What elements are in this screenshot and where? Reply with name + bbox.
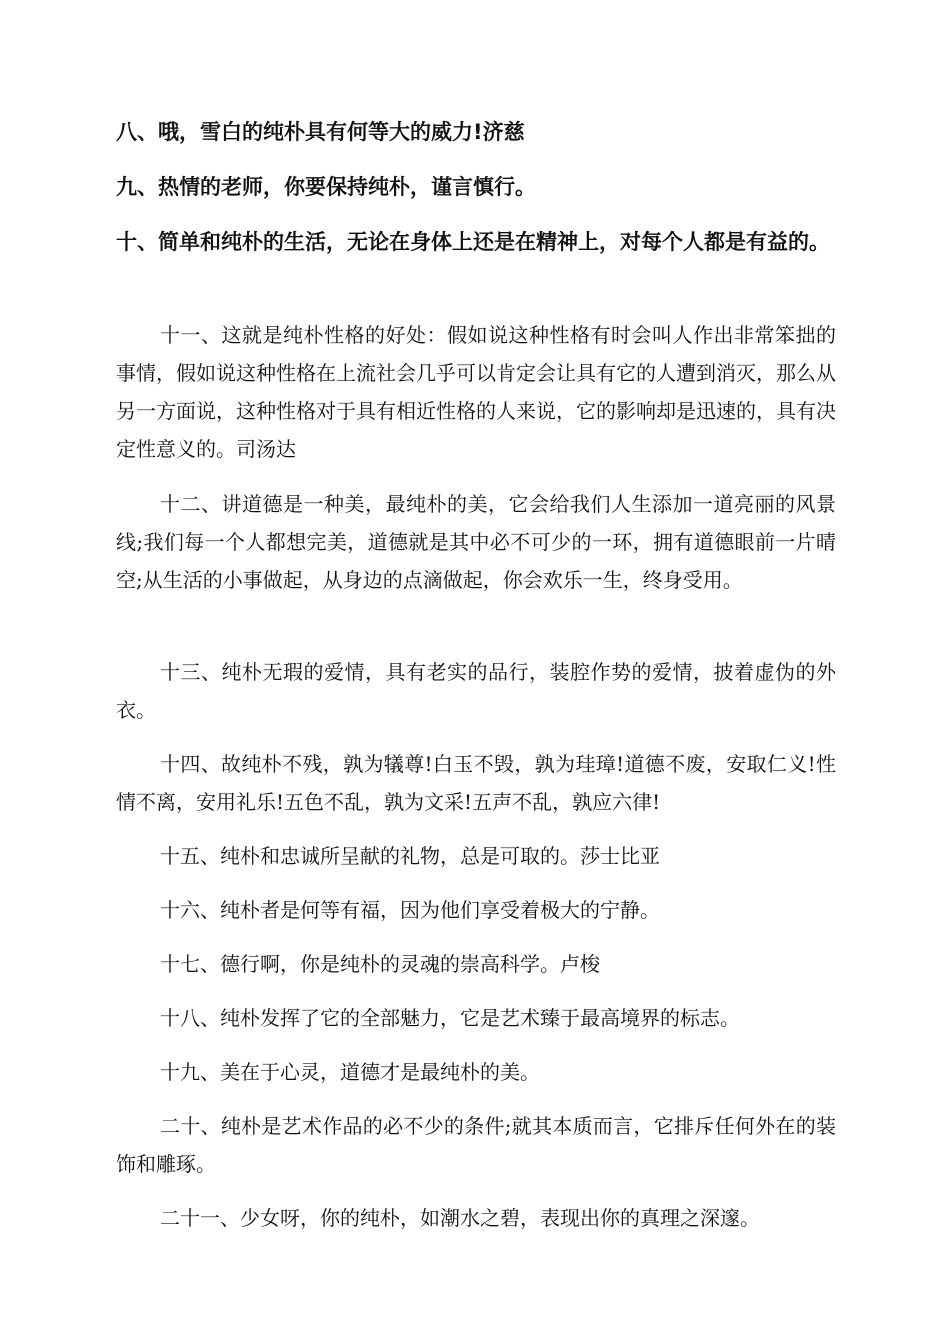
quote-paragraph-20: 二十、纯朴是艺术作品的必不少的条件;就其本质而言，它排斥任何外在的装饰和雕琢。: [116, 1114, 836, 1176]
quote-paragraph-18: 十八、纯朴发挥了它的全部魅力，它是艺术臻于最高境界的标志。: [160, 1006, 740, 1030]
quote-paragraph-19: 十九、美在于心灵，道德才是最纯朴的美。: [160, 1060, 540, 1084]
quote-paragraph-11: 十一、这就是纯朴性格的好处：假如说这种性格有时会叫人作出非常笨拙的事情，假如说这种性格在上流社会几乎可以肯定会让具有它的人遭到消灭，那么从另一方面说，这种性格对于具有相近性格的人来说，它的影响却是迅速的，具有决定性意义的。司汤达: [116, 323, 836, 461]
quote-paragraph-17: 十七、德行啊，你是纯朴的灵魂的崇高科学。卢梭: [160, 952, 600, 976]
quote-paragraph-12: 十二、讲道德是一种美，最纯朴的美，它会给我们人生添加一道亮丽的风景线;我们每一个人都想完美，道德就是其中必不可少的一环，拥有道德眼前一片晴空;从生活的小事做起，从身边的点滴做起，你会欢乐一生，终身受用。: [116, 492, 836, 592]
quote-paragraph-13: 十三、纯朴无瑕的爱情，具有老实的品行，装腔作势的爱情，披着虚伪的外衣。: [116, 660, 836, 722]
quote-paragraph-14: 十四、故纯朴不残，孰为犠尊!白玉不毁，孰为珪璋!道德不废，安取仁义!性情不离，安用礼乐!五色不乱，孰为文采!五声不乱，孰应六律!: [116, 752, 836, 814]
quote-paragraph-21: 二十一、少女呀，你的纯朴，如潮水之碧，表现出你的真理之深邃。: [160, 1206, 760, 1230]
quote-item-8: 八、哦，雪白的纯朴具有何等大的威力!济慈: [116, 120, 525, 144]
quote-item-10: 十、简单和纯朴的生活，无论在身体上还是在精神上，对每个人都是有益的。: [116, 230, 830, 254]
quote-paragraph-16: 十六、纯朴者是何等有福，因为他们享受着极大的宁静。: [160, 898, 660, 922]
quote-item-9: 九、热情的老师，你要保持纯朴，谨言慎行。: [116, 175, 536, 199]
quote-paragraph-15: 十五、纯朴和忠诚所呈献的礼物，总是可取的。莎士比亚: [160, 844, 660, 868]
